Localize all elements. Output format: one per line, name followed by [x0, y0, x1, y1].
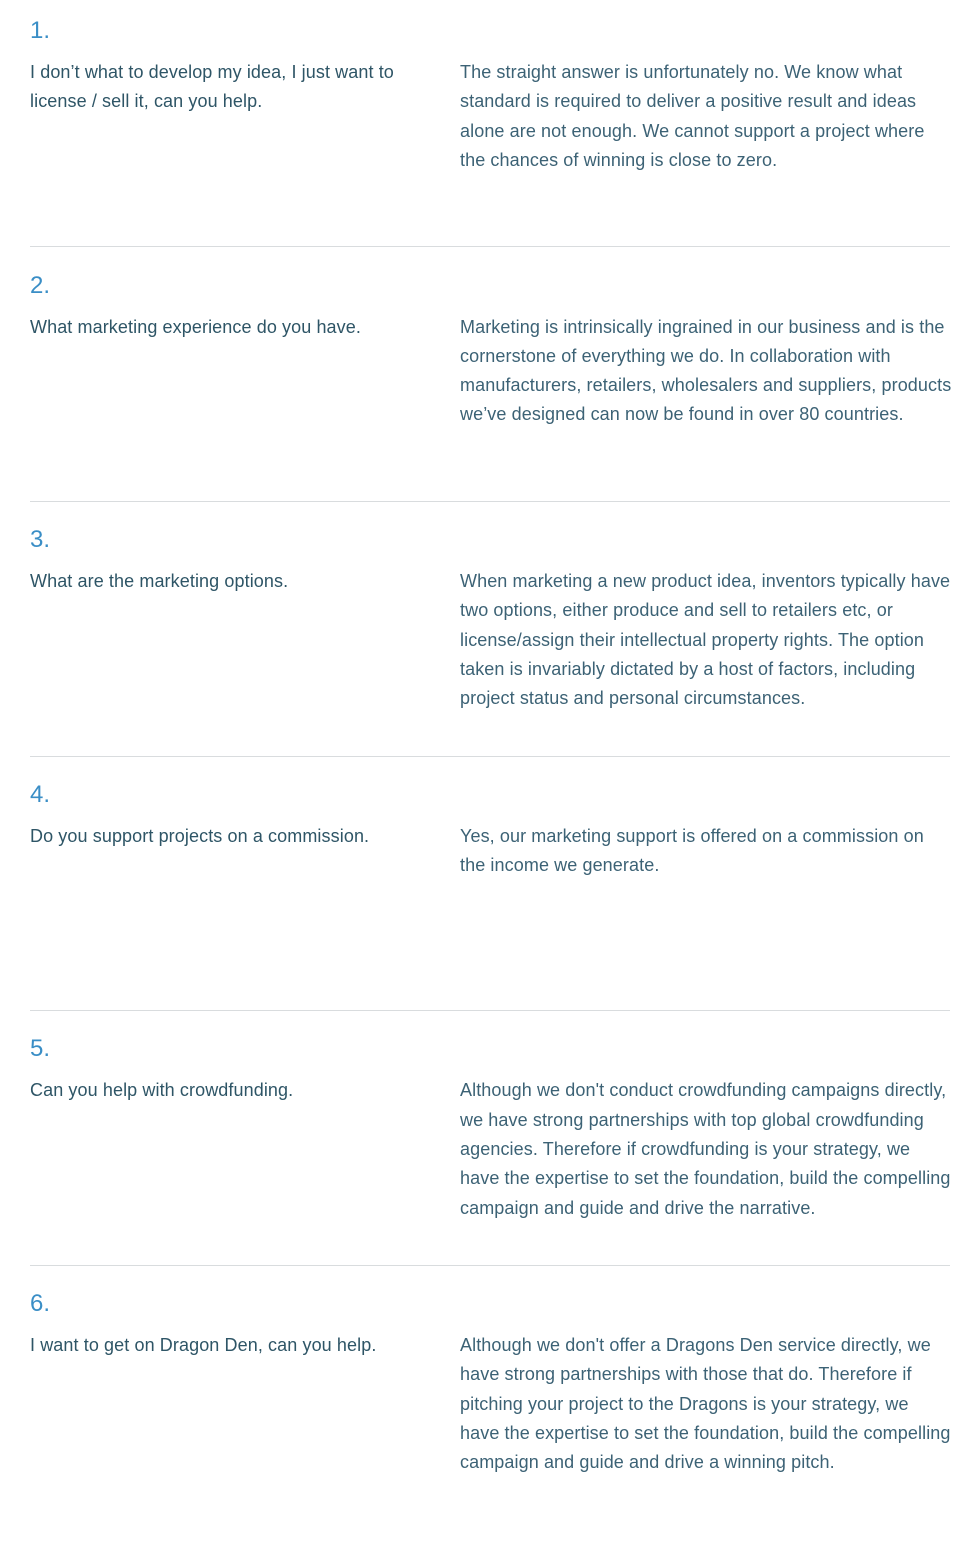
faq-answer: When marketing a new product idea, inventors typically have two options, either produce and sell to retailers etc, or license/assign their intellectual property rights. The option taken is invariably dictated by a host of factors, including project status and personal circumstances.	[460, 571, 951, 709]
faq-number: 6.	[30, 1290, 51, 1317]
faq-question: I want to get on Dragon Den, can you help.	[30, 1335, 377, 1355]
faq-question: Can you help with crowdfunding.	[30, 1080, 294, 1101]
faq-answer: Although we don't offer a Dragons Den service directly, we have strong partnerships with those that do. Therefore if pitching your project to the Dragons is your strategy, we have the expertise to set the foundation, build the compelling campaign and guide and drive a winning pitch.	[460, 1335, 951, 1473]
faq-number: 3.	[30, 526, 51, 554]
faq-answer: Although we don't conduct crowdfunding campaigns directly, we have strong partnerships with top global crowdfunding agencies. Therefore if crowdfunding is your strategy, we have the expertise to set the foundation, build the compelling campaign and guide and drive the narrative.	[460, 1080, 951, 1218]
faq-item-6	[30, 1273, 950, 1528]
divider	[30, 1265, 950, 1266]
faq-item-1	[30, 0, 950, 255]
faq-question: What marketing experience do you have.	[30, 316, 361, 337]
faq-number: 2.	[30, 271, 51, 299]
faq-item-2	[30, 255, 950, 510]
faq-answer: Marketing is intrinsically ingrained in our business and is the cornerstone of everything we do. In collaboration with manufacturers, retailers, wholesalers and suppliers, products we’ve designed can now be found in over 80 countries.	[460, 316, 952, 425]
faq-question: What are the marketing options.	[30, 571, 289, 592]
faq-number: 1.	[30, 17, 51, 44]
divider	[30, 246, 950, 247]
faq-question: Do you support projects on a commission.	[30, 825, 370, 846]
faq-answer: Yes, our marketing support is offered on a commission on the income we generate.	[460, 825, 924, 876]
faq-number: 5.	[30, 1035, 51, 1063]
faq-number: 4.	[30, 780, 51, 808]
divider	[30, 501, 950, 502]
faq-item-4	[30, 764, 950, 1019]
divider	[30, 1010, 950, 1011]
faq-question: I don’t what to develop my idea, I just want to license / sell it, can you help.	[30, 62, 394, 112]
faq-answer: The straight answer is unfortunately no. We know what standard is required to deliver a positive result and ideas alone are not enough. We cannot support a project where the chances of winning is close to zero.	[460, 62, 925, 170]
faq-item-3	[30, 509, 950, 764]
divider	[30, 756, 950, 757]
faq-item-5	[30, 1018, 950, 1273]
